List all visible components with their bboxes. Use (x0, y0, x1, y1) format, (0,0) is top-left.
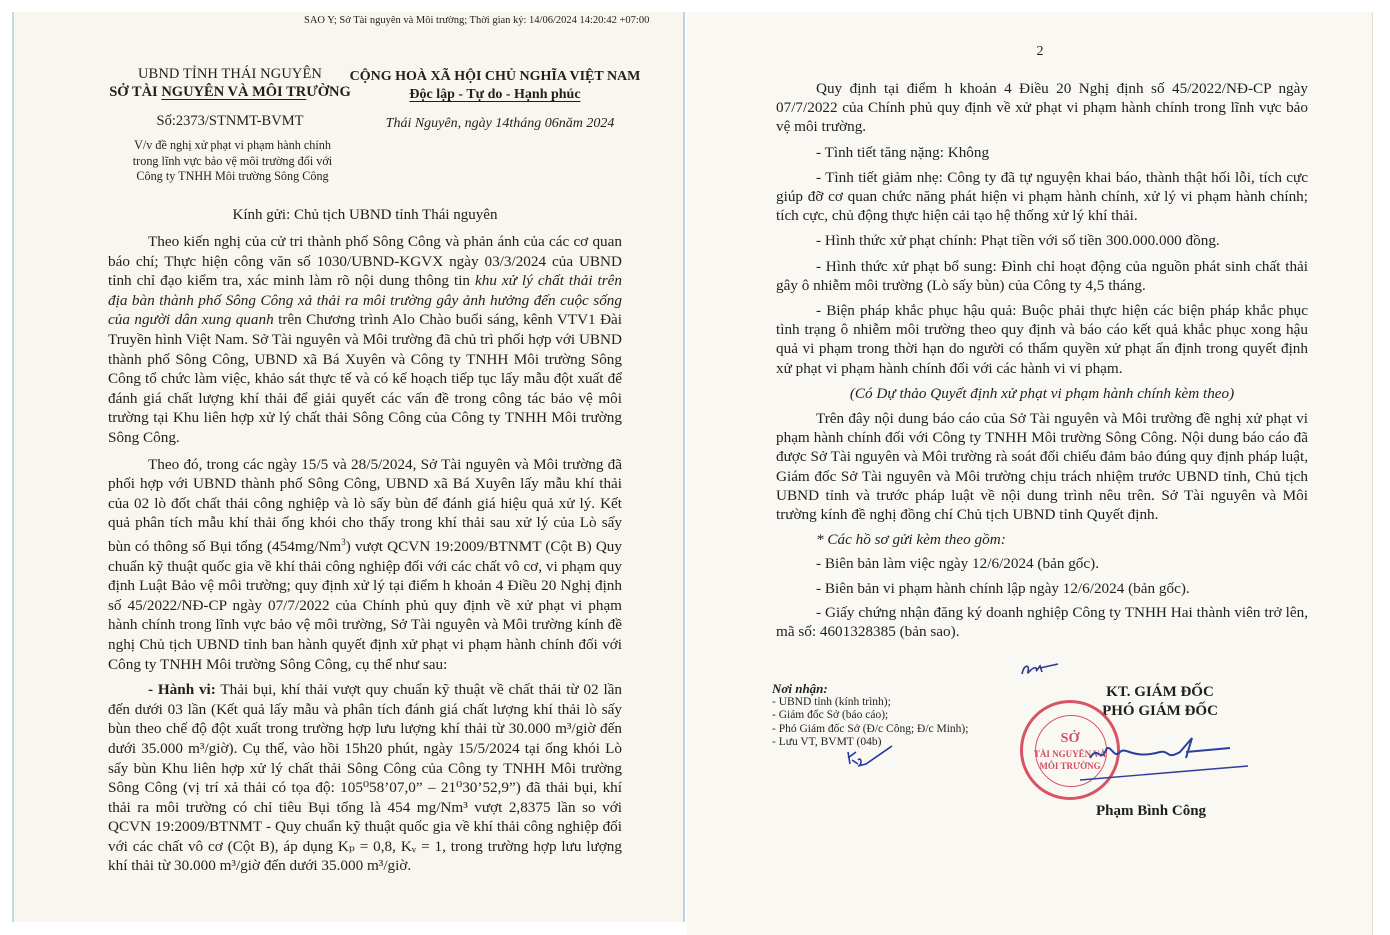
attachment-item: - Giấy chứng nhận đăng ký doanh nghiệp Công ty TNHH Hai thành viên trở lên, mã số: 4601328385 (bản sao). (776, 603, 1308, 641)
text: Theo kiến nghị của cử tri thành phố Sông Công và phản ánh của các cơ quan báo chí; Thực hiện công văn số 1030/UBND-KGVX ngày 03/3/2024 của UBND tỉnh chỉ đạo kiểm tra, xác minh làm rõ nội dung thông tin (108, 233, 622, 290)
paragraph-violation (108, 680, 622, 876)
filing-initials-icon (840, 740, 900, 770)
text: ) vượt QCVN 19:2009/BTNMT (Cột B) Quy chuẩn kỹ thuật quốc gia về khí thải công nghiệp đối với các chất vô cơ, vi phạm quy định Luật Bảo vệ môi trường; quy định xử lý tại điểm h khoản 4 Điều 20 Nghị định số 45/2022/NĐ-CP ngày 07/7/2022 của Chính phủ quy định về xử phạt vi phạm hành chính trong lĩnh vực bảo vệ môi trường, Sở Tài nguyên và Môi trường kính đề nghị Chủ tịch UBND tỉnh ban hành quyết định xử phạt vi phạm hành chính đối với Công ty TNHH Môi trường Sông Công, cụ thể như sau: (108, 537, 622, 673)
signatory-name: Phạm Bình Công (1096, 803, 1207, 819)
aggravating-circumstances: - Tình tiết tăng nặng: Không (816, 143, 990, 161)
attachment-item: - Biên bản làm việc ngày 12/6/2024 (bản gốc). (816, 555, 1100, 573)
signatory-line2: PHÓ GIÁM ĐỐC (1102, 703, 1218, 719)
text: Thải bụi, khí thải vượt quy chuẩn kỹ thuật về chất thải từ 02 lần đến dưới 03 lần (Kết quả lấy mẫu và phân tích đánh giá chất lượng khí thải lò sấy bùn theo chế độ đột xuất trong trường hợp lưu lượng khí thải từ 30.000 m³/giờ đến dưới 35.000 m³/giờ). Cụ thể, vào hồi 15h20 phút, ngày 15/5/2024 tại ống khói Lò sấy bùn Khu liên hợp xử lý chất thải Sông Công của Công ty TNHH Môi trường Sông Công (vị trí xả thải có tọa độ: 105⁰58’07,0” – 21⁰30’52,9”) đã thải bụi, khí thải ra môi trường có chỉ tiêu Bụi tổng là 454 mg/Nm³ vượt 2,8375 lần so với QCVN 19:2009/BTNMT - Quy chuẩn kỹ thuật quốc gia về khí thải công nghiệp đối với các chất vô cơ (Cột B), áp dụng Kₚ = 0,8, Kᵥ = 1, trong trường hợp lưu lượng khí thải từ 30.000 m³/giờ đến dưới 35.000 m³/giờ. (108, 681, 622, 875)
greeting: Kính gửi: Chủ tịch UBND tỉnh Thái nguyên (232, 207, 498, 223)
page-number: 2 (1036, 44, 1044, 59)
page1-body (108, 232, 622, 876)
text: Theo đó, trong các ngày 15/5 và 28/5/2024, Sở Tài nguyên và Môi trường đã phối hợp với UBND thành phố Sông Công, UBND xã Bá Xuyên lấy mẫu khí thải của 02 lò đốt chất thải công nghiệp và lò sấy bùn để đánh giá hiệu quả xử lý. Kết quả phân tích mẫu khí thải ống khói cho thấy trong khí thải sau xử lý của Lò sấy bùn có thông số Bụi tổng (454mg/Nm (108, 455, 622, 555)
recipient-item: - Giám đốc Sở (báo cáo); (772, 709, 889, 721)
issuing-department (85, 84, 375, 101)
recipient-item: - UBND tỉnh (kính trình); (772, 695, 891, 708)
main-penalty: - Hình thức xử phạt chính: Phạt tiền với số tiền 300.000.000 đồng. (816, 232, 1220, 250)
national-title: CỘNG HOÀ XÃ HỘI CHỦ NGHĨA VIỆT NAM (349, 69, 641, 84)
initials-mark-icon (1018, 660, 1060, 680)
text: trên Chương trình Alo Chào buổi sáng, kênh VTV1 Đài Truyền hình Việt Nam. Sở Tài nguyên và Môi trường đã chủ trì phối hợp với UBND thành phố Sông Công, UBND xã Bá Xuyên và Công ty TNHH Môi trường Sông Công tổ chức làm việc, khảo sát thực tế và có kế hoạch tiếp tục lấy mẫu đột xuất để đánh giá chất lượng khí thải để giải quyết các vấn đề trong công tác bảo vệ môi trường tại Khu liên hợp xử lý chất thải Sông Công của Công ty TNHH Môi trường Sông Công. (108, 311, 622, 446)
paragraph-legal-basis: Quy định tại điểm h khoản 4 Điều 20 Nghị định số 45/2022/NĐ-CP ngày 07/7/2022 của Chính phủ quy định về xử phạt vi phạm hành chính trong lĩnh vực bảo vệ môi trường. (776, 80, 1308, 136)
signatory-line1: KT. GIÁM ĐỐC (1106, 684, 1214, 700)
remedial-measures: - Biện pháp khắc phục hậu quả: Buộc phải thực hiện các biện pháp khắc phục tình trạng ô nhiễm môi trường theo quy định và báo cáo kết quả khắc phục xong hậu quả vi phạm trong thời hạn do người có thẩm quyền xử phạt ấn định trong quyết định xử phạt vi phạm hành chính đối với các hành vi vi phạm. (776, 302, 1308, 377)
attachments-title: * Các hồ sơ gửi kèm theo gồm: (816, 531, 1006, 549)
draft-note: (Có Dự thảo Quyết định xử phạt vi phạm hành chính kèm theo) (849, 384, 1235, 402)
subject-summary (95, 138, 370, 185)
issuing-authority: UBND TỈNH THÁI NGUYÊN (137, 66, 322, 82)
recipients-title: Nơi nhận: (772, 681, 828, 696)
superscript: 3 (341, 536, 346, 547)
date-line: Thái Nguyên, ngày 14tháng 06năm 2024 (385, 116, 615, 131)
dept-text-a: SỞ TÀI (109, 84, 162, 100)
seal-text: SỞ (1060, 731, 1080, 746)
page2-body (776, 79, 1308, 641)
document-number: Số:2373/STNMT-BVMT (156, 113, 304, 129)
handwritten-signature-icon (1070, 730, 1250, 785)
subject-line: Công ty TNHH Môi trường Sông Công (136, 169, 329, 183)
paragraph-findings (108, 455, 622, 675)
italic-quote: khu xử lý chất thải trên địa bàn thành phố Sông Công xả thải ra môi trường gây ảnh hưởng đến cuộc sống của người dân xung quanh (108, 272, 622, 329)
recipient-item: - Phó Giám đốc Sở (Đ/c Công; Đ/c Minh); (772, 722, 969, 735)
paragraph-conclusion: Trên đây nội dung báo cáo của Sở Tài nguyên và Môi trường đề nghị xử phạt vi phạm hành chính đối với Công ty TNHH Môi trường Sông Công. Nội dung báo cáo đã được Sở Tài nguyên và Môi trường rà soát đối chiếu đảm bảo đúng quy định pháp luật, Giám đốc Sở Tài nguyên và Môi trường chịu trách nhiệm trước UBND tỉnh, Chủ tịch UBND tỉnh và trước pháp luật về nội dung trình nêu trên. Sở Tài nguyên và Môi trường kính đề nghị đồng chí Chủ tịch UBND tỉnh Quyết định. (776, 410, 1308, 524)
national-motto: Độc lập - Tự do - Hạnh phúc (409, 87, 581, 102)
mitigating-circumstances: - Tình tiết giảm nhẹ: Công ty đã tự nguyện khai báo, thành thật hối lỗi, tích cực giúp đỡ cơ quan chức năng phát hiện vi phạm hành chính, xử lý vi phạm hành chính; tích cực, chủ động thực hiện cải tạo hệ thống xử lý khí thải. (776, 168, 1308, 225)
attachment-item: - Biên bản vi phạm hành chính lập ngày 12/6/2024 (bản gốc). (816, 579, 1190, 597)
digital-copy-stamp: SAO Y; Sở Tài nguyên và Môi trường; Thời gian ký: 14/06/2024 14:20:42 +07:00 (304, 15, 650, 26)
dept-text-c: ƯỜNG (306, 84, 351, 100)
paragraph-background (108, 232, 622, 448)
subject-line: trong lĩnh vực bảo vệ môi trường đối với (132, 153, 333, 168)
seal-text: TÀI NGUYÊN VÀ (1033, 749, 1107, 759)
seal-text: MÔI TRƯỜNG (1039, 761, 1101, 771)
dept-text-b: NGUYÊN VÀ MÔI TR (161, 84, 307, 100)
additional-penalty: - Hình thức xử phạt bổ sung: Đình chỉ hoạt động của nguồn phát sinh chất thải gây ô nhiễm môi trường (Lò sấy bùn) của Công ty 4,5 tháng. (776, 257, 1308, 294)
subject-line: V/v đề nghị xử phạt vi phạm hành chính (134, 138, 331, 152)
violation-label: - Hành vi: (148, 681, 216, 699)
recipient-item: - Lưu VT, BVMT (04b) (772, 736, 882, 748)
